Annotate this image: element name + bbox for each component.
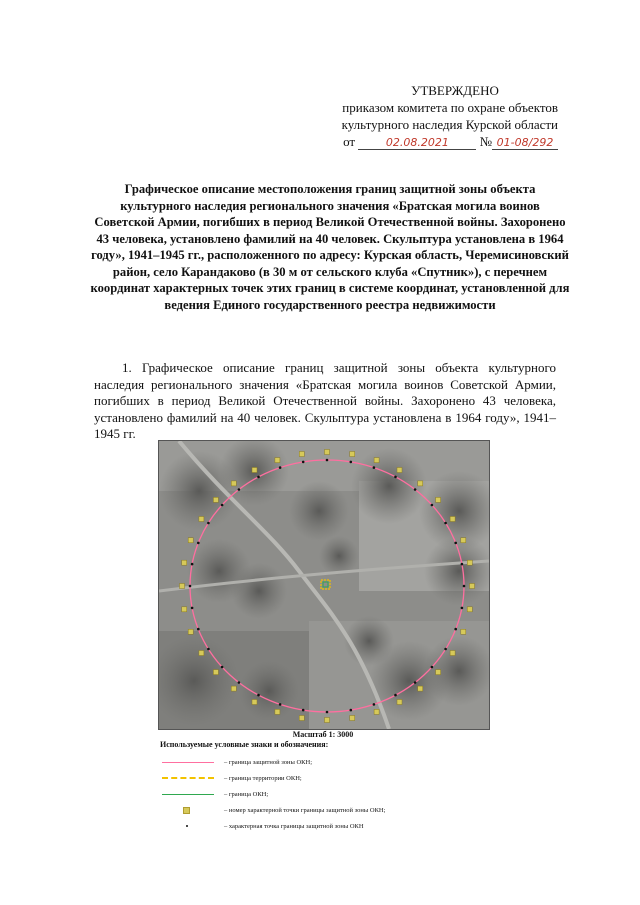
point-number-marker <box>450 517 455 522</box>
pink-line-icon <box>160 757 216 767</box>
characteristic-point <box>444 648 447 651</box>
point-number-marker <box>461 538 466 543</box>
characteristic-point <box>191 607 194 610</box>
legend-item-territory <box>160 770 490 786</box>
point-number-marker <box>461 629 466 634</box>
point-number-marker <box>182 607 187 612</box>
characteristic-point <box>454 542 457 545</box>
characteristic-point <box>350 709 353 712</box>
legend-item-object <box>160 786 490 802</box>
point-number-marker <box>252 468 257 473</box>
approval-stamp: УТВЕРЖДЕНО <box>411 83 499 98</box>
approval-order-line-2: культурного наследия Курской области <box>341 117 558 132</box>
characteristic-point <box>221 666 224 669</box>
characteristic-point <box>394 694 397 697</box>
point-number-marker <box>350 452 355 457</box>
yellow-dashed-line-icon <box>160 773 216 783</box>
legend-title: Используемые условные знаки и обозначения: <box>160 740 329 749</box>
number-label: № <box>479 134 492 149</box>
characteristic-point <box>207 522 210 525</box>
point-number-marker <box>325 450 330 455</box>
point-number-marker <box>350 716 355 721</box>
characteristic-point <box>221 504 224 507</box>
legend-label: – граница ОКН; <box>224 790 269 798</box>
characteristic-point <box>302 461 305 464</box>
point-number-marker <box>180 584 185 589</box>
characteristic-point <box>257 694 260 697</box>
point-number-marker <box>275 709 280 714</box>
point-number-marker <box>397 700 402 705</box>
characteristic-point <box>197 628 200 631</box>
approval-date: 02.08.2021 <box>358 136 476 150</box>
point-number-marker <box>374 458 379 463</box>
point-number-marker <box>436 497 441 502</box>
characteristic-point <box>279 466 282 469</box>
characteristic-point <box>238 681 241 684</box>
from-label: от <box>343 134 356 149</box>
legend-item-point-number <box>160 802 490 818</box>
approval-date-number-row <box>300 133 570 150</box>
legend-item-characteristic-point <box>160 818 490 834</box>
map-scale: Масштаб 1: 3000 <box>292 730 354 739</box>
point-number-marker <box>470 584 475 589</box>
approval-number: 01-08/292 <box>492 136 558 150</box>
legend-label: – граница территории ОКН; <box>224 774 302 782</box>
point-dot-icon <box>160 821 216 831</box>
characteristic-point <box>394 476 397 479</box>
characteristic-point <box>207 648 210 651</box>
point-number-square-icon <box>160 805 216 815</box>
characteristic-point <box>302 709 305 712</box>
aerial-map <box>158 440 490 730</box>
characteristic-point <box>197 542 200 545</box>
document-title: Графическое описание местоположения границ защитной зоны объекта культурного наследия регионального значения «Братская могила воинов Советской Армии, погибших в период Великой Отечественной войны. Захоронено 43 человека, установлено фамилий на 40 человек. Скульптура установлена в 1964 году», 1941–1945 гг., расположенного по адресу: Курская область, Черемисиновский район, село Карандаково (в 30 м от сельского клуба «Спутник»), с перечнем координат характерных точек этих границ в системе координат, установленной для ведения Единого государственного реестра недвижимости <box>90 182 570 312</box>
map-drawing <box>159 441 489 729</box>
approval-block <box>300 82 570 150</box>
characteristic-point <box>373 703 376 706</box>
point-number-marker <box>467 560 472 565</box>
characteristic-point <box>444 522 447 525</box>
characteristic-point <box>454 628 457 631</box>
point-number-marker <box>418 686 423 691</box>
characteristic-point <box>373 466 376 469</box>
point-number-marker <box>275 458 280 463</box>
point-number-marker <box>418 481 423 486</box>
point-number-marker <box>450 651 455 656</box>
point-number-marker <box>299 716 304 721</box>
characteristic-point <box>414 681 417 684</box>
point-number-marker <box>299 452 304 457</box>
characteristic-point <box>461 563 464 566</box>
point-number-marker <box>397 468 402 473</box>
characteristic-point <box>191 563 194 566</box>
point-number-marker <box>436 670 441 675</box>
characteristic-point <box>279 703 282 706</box>
point-number-marker <box>199 651 204 656</box>
characteristic-point <box>238 488 241 491</box>
point-number-marker <box>374 709 379 714</box>
green-line-icon <box>160 789 216 799</box>
characteristic-point <box>463 585 466 588</box>
point-number-marker <box>325 718 330 723</box>
point-number-marker <box>231 481 236 486</box>
characteristic-point <box>431 666 434 669</box>
legend-label: – характерная точка границы защитной зоны ОКН <box>224 822 364 830</box>
characteristic-point <box>189 585 192 588</box>
characteristic-point <box>326 459 329 462</box>
point-number-marker <box>213 497 218 502</box>
section-1-paragraph: 1. Графическое описание границ защитной зоны объекта культурного наследия регионального значения «Братская могила воинов Советской Армии, погибших в период Великой Отечественной войны. Захоронено 43 человека, установлено фамилий на 40 человек. Скульптура установлена в 1964 году», 1941–1945 гг. <box>94 360 556 441</box>
legend-label: – номер характерной точки границы защитной зоны ОКН; <box>224 806 386 814</box>
point-number-marker <box>252 700 257 705</box>
legend-label: – граница защитной зоны ОКН; <box>224 758 313 766</box>
point-number-marker <box>188 538 193 543</box>
point-number-marker <box>199 517 204 522</box>
characteristic-point <box>257 476 260 479</box>
approval-order-line-1: приказом комитета по охране объектов <box>342 100 558 115</box>
point-number-marker <box>213 670 218 675</box>
legend-item-protection-zone <box>160 754 490 770</box>
legend <box>160 754 490 834</box>
point-number-marker <box>231 686 236 691</box>
point-number-marker <box>188 629 193 634</box>
characteristic-point <box>431 504 434 507</box>
characteristic-point <box>461 607 464 610</box>
characteristic-point <box>350 461 353 464</box>
point-number-marker <box>182 560 187 565</box>
point-number-marker <box>467 607 472 612</box>
characteristic-point <box>326 711 329 714</box>
characteristic-point <box>414 488 417 491</box>
